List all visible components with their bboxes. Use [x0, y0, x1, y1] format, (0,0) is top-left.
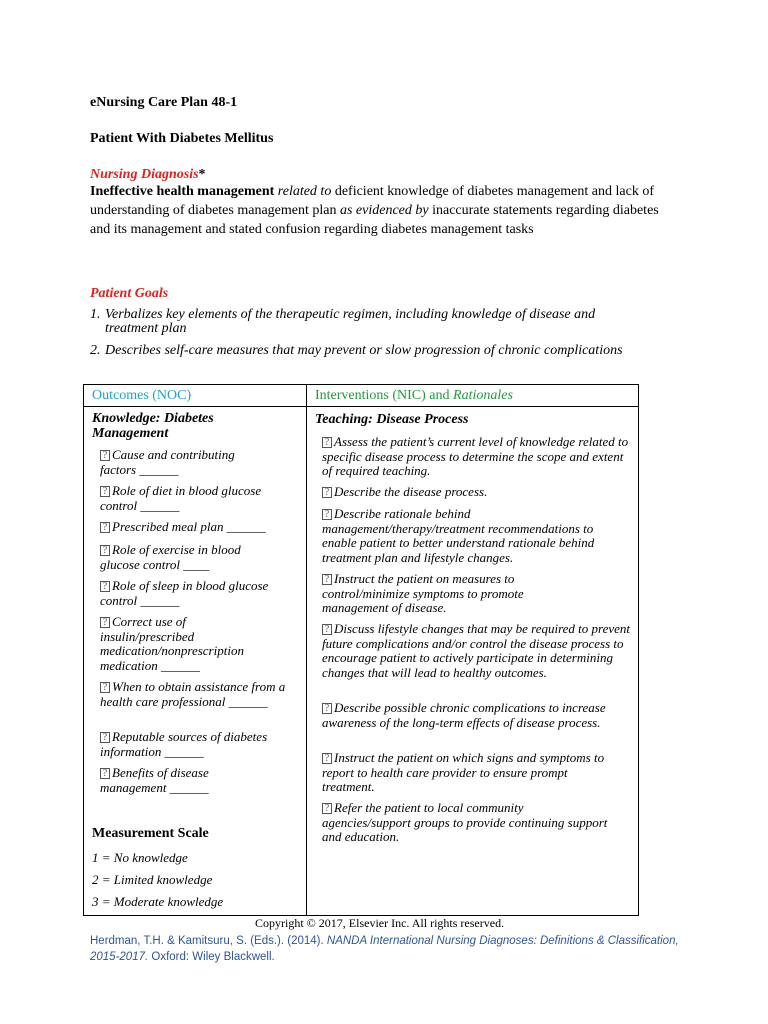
- interventions-header-text: Interventions (NIC) and: [315, 388, 454, 403]
- ref-publisher: Oxford: Wiley Blackwell.: [148, 951, 275, 963]
- care-plan-table: [83, 384, 639, 916]
- checkbox-icon: ?: [322, 703, 332, 714]
- intervention-item: ? Instruct the patient on which signs and symptoms to report to health care provider to ensure prompt treatment.: [322, 750, 605, 794]
- copyright-notice: Copyright © 2017, Elsevier Inc. All rights reserved.: [255, 916, 505, 930]
- diagnosis-text-part1: deficient knowledge of diabetes management and lack of understanding of diabetes management plan: [90, 184, 654, 218]
- checkbox-icon: ?: [100, 617, 110, 628]
- evidenced-by-phrase: as evidenced by: [339, 203, 429, 218]
- goal-text: Verbalizes key elements of the therapeutic regimen, including knowledge of disease and: [105, 307, 596, 322]
- diagnosis-term: Ineffective health management: [90, 184, 275, 199]
- intervention-item: ? Describe the disease process.: [322, 485, 634, 500]
- column-divider: [306, 385, 307, 915]
- checkbox-icon: ?: [322, 753, 332, 764]
- checkbox-icon: ?: [322, 803, 332, 814]
- footnote-asterisk: *: [198, 167, 206, 182]
- outcome-item: ? Prescribed meal plan ______: [100, 520, 300, 535]
- scale-item: 1 = No knowledge: [92, 850, 188, 865]
- outcome-title: Knowledge: Diabetes Management: [92, 411, 214, 441]
- checkbox-icon: ?: [100, 581, 110, 592]
- interventions-header: [315, 388, 513, 404]
- intervention-item: ? Describe possible chronic complications to increase awareness of the long-term effects of disease process.: [322, 700, 606, 730]
- patient-goals-heading: Patient Goals: [90, 286, 169, 301]
- related-to-phrase: related to: [277, 184, 332, 199]
- intervention-item: ? Assess the patient’s current level of knowledge related to specific disease process to determine the scope and extent of required teaching.: [322, 434, 629, 478]
- diagnosis-text-part2: inaccurate statements regarding diabetes and its management and stated confusion regarding diabetes management tasks: [90, 203, 659, 237]
- scale-item: 3 = Moderate knowledge: [92, 894, 224, 909]
- outcome-item: ? Benefits of disease management ______: [100, 765, 209, 795]
- goal-text: Describes self-care measures that may prevent or slow progression of chronic complications: [105, 343, 623, 358]
- checkbox-icon: ?: [322, 437, 332, 448]
- outcome-item: ? When to obtain assistance from a health care professional ______: [100, 679, 286, 709]
- reference-citation: [90, 933, 690, 965]
- outcome-item: ? Cause and contributing factors ______: [100, 447, 235, 477]
- intervention-item: ? Instruct the patient on measures to control/minimize symptoms to promote management of disease.: [322, 571, 524, 615]
- checkbox-icon: ?: [322, 487, 332, 498]
- checkbox-icon: ?: [322, 574, 332, 585]
- outcome-item: ? Reputable sources of diabetes information ______: [100, 729, 268, 759]
- outcome-item: ? Role of diet in blood glucose control ______: [100, 483, 262, 513]
- goal-number: 2.: [90, 343, 101, 358]
- nursing-diagnosis-heading: [90, 167, 206, 183]
- nursing-diagnosis-statement: [90, 182, 660, 239]
- intervention-item: ? Describe rationale behind management/therapy/treatment recommendations to enable patient to better understand rationale behind treatment plan and lifestyle changes.: [322, 506, 595, 565]
- intervention-title: Teaching: Disease Process: [315, 412, 469, 427]
- rationales-header-text: Rationales: [453, 388, 513, 403]
- checkbox-icon: ?: [100, 732, 110, 743]
- checkbox-icon: ?: [100, 682, 110, 693]
- goal-text: treatment plan: [105, 321, 187, 336]
- ref-title: NANDA International Nursing Diagnoses: Definitions & Classification, 2015-2017.: [90, 935, 679, 963]
- intervention-item: ? Refer the patient to local community agencies/support groups to provide continuing support and education.: [322, 800, 608, 844]
- outcomes-header: Outcomes (NOC): [92, 388, 192, 403]
- document-title: eNursing Care Plan 48-1: [90, 95, 238, 110]
- checkbox-icon: ?: [322, 509, 332, 520]
- outcome-item: ? Role of sleep in blood glucose control ______: [100, 578, 269, 608]
- checkbox-icon: ?: [100, 768, 110, 779]
- measurement-scale-heading: Measurement Scale: [92, 826, 209, 841]
- checkbox-icon: ?: [100, 450, 110, 461]
- document-subtitle: Patient With Diabetes Mellitus: [90, 131, 274, 146]
- checkbox-icon: ?: [100, 522, 110, 533]
- checkbox-icon: ?: [100, 545, 110, 556]
- nursing-diagnosis-label: Nursing Diagnosis: [90, 167, 199, 182]
- header-divider: [84, 406, 638, 407]
- intervention-item: ? Discuss lifestyle changes that may be required to prevent future complications and/or control the disease process to encourage patient to actively participate in determining changes that will lead to healthy outcomes.: [322, 621, 631, 680]
- goal-number: 1.: [90, 307, 101, 322]
- scale-item: 2 = Limited knowledge: [92, 872, 213, 887]
- outcome-item: ? Correct use of insulin/prescribed medication/nonprescription medication ______: [100, 614, 244, 673]
- checkbox-icon: ?: [322, 624, 332, 635]
- ref-authors: Herdman, T.H. & Kamitsuru, S. (Eds.). (2014).: [90, 935, 327, 947]
- checkbox-icon: ?: [100, 486, 110, 497]
- outcome-item: ? Role of exercise in blood glucose control ____: [100, 542, 241, 572]
